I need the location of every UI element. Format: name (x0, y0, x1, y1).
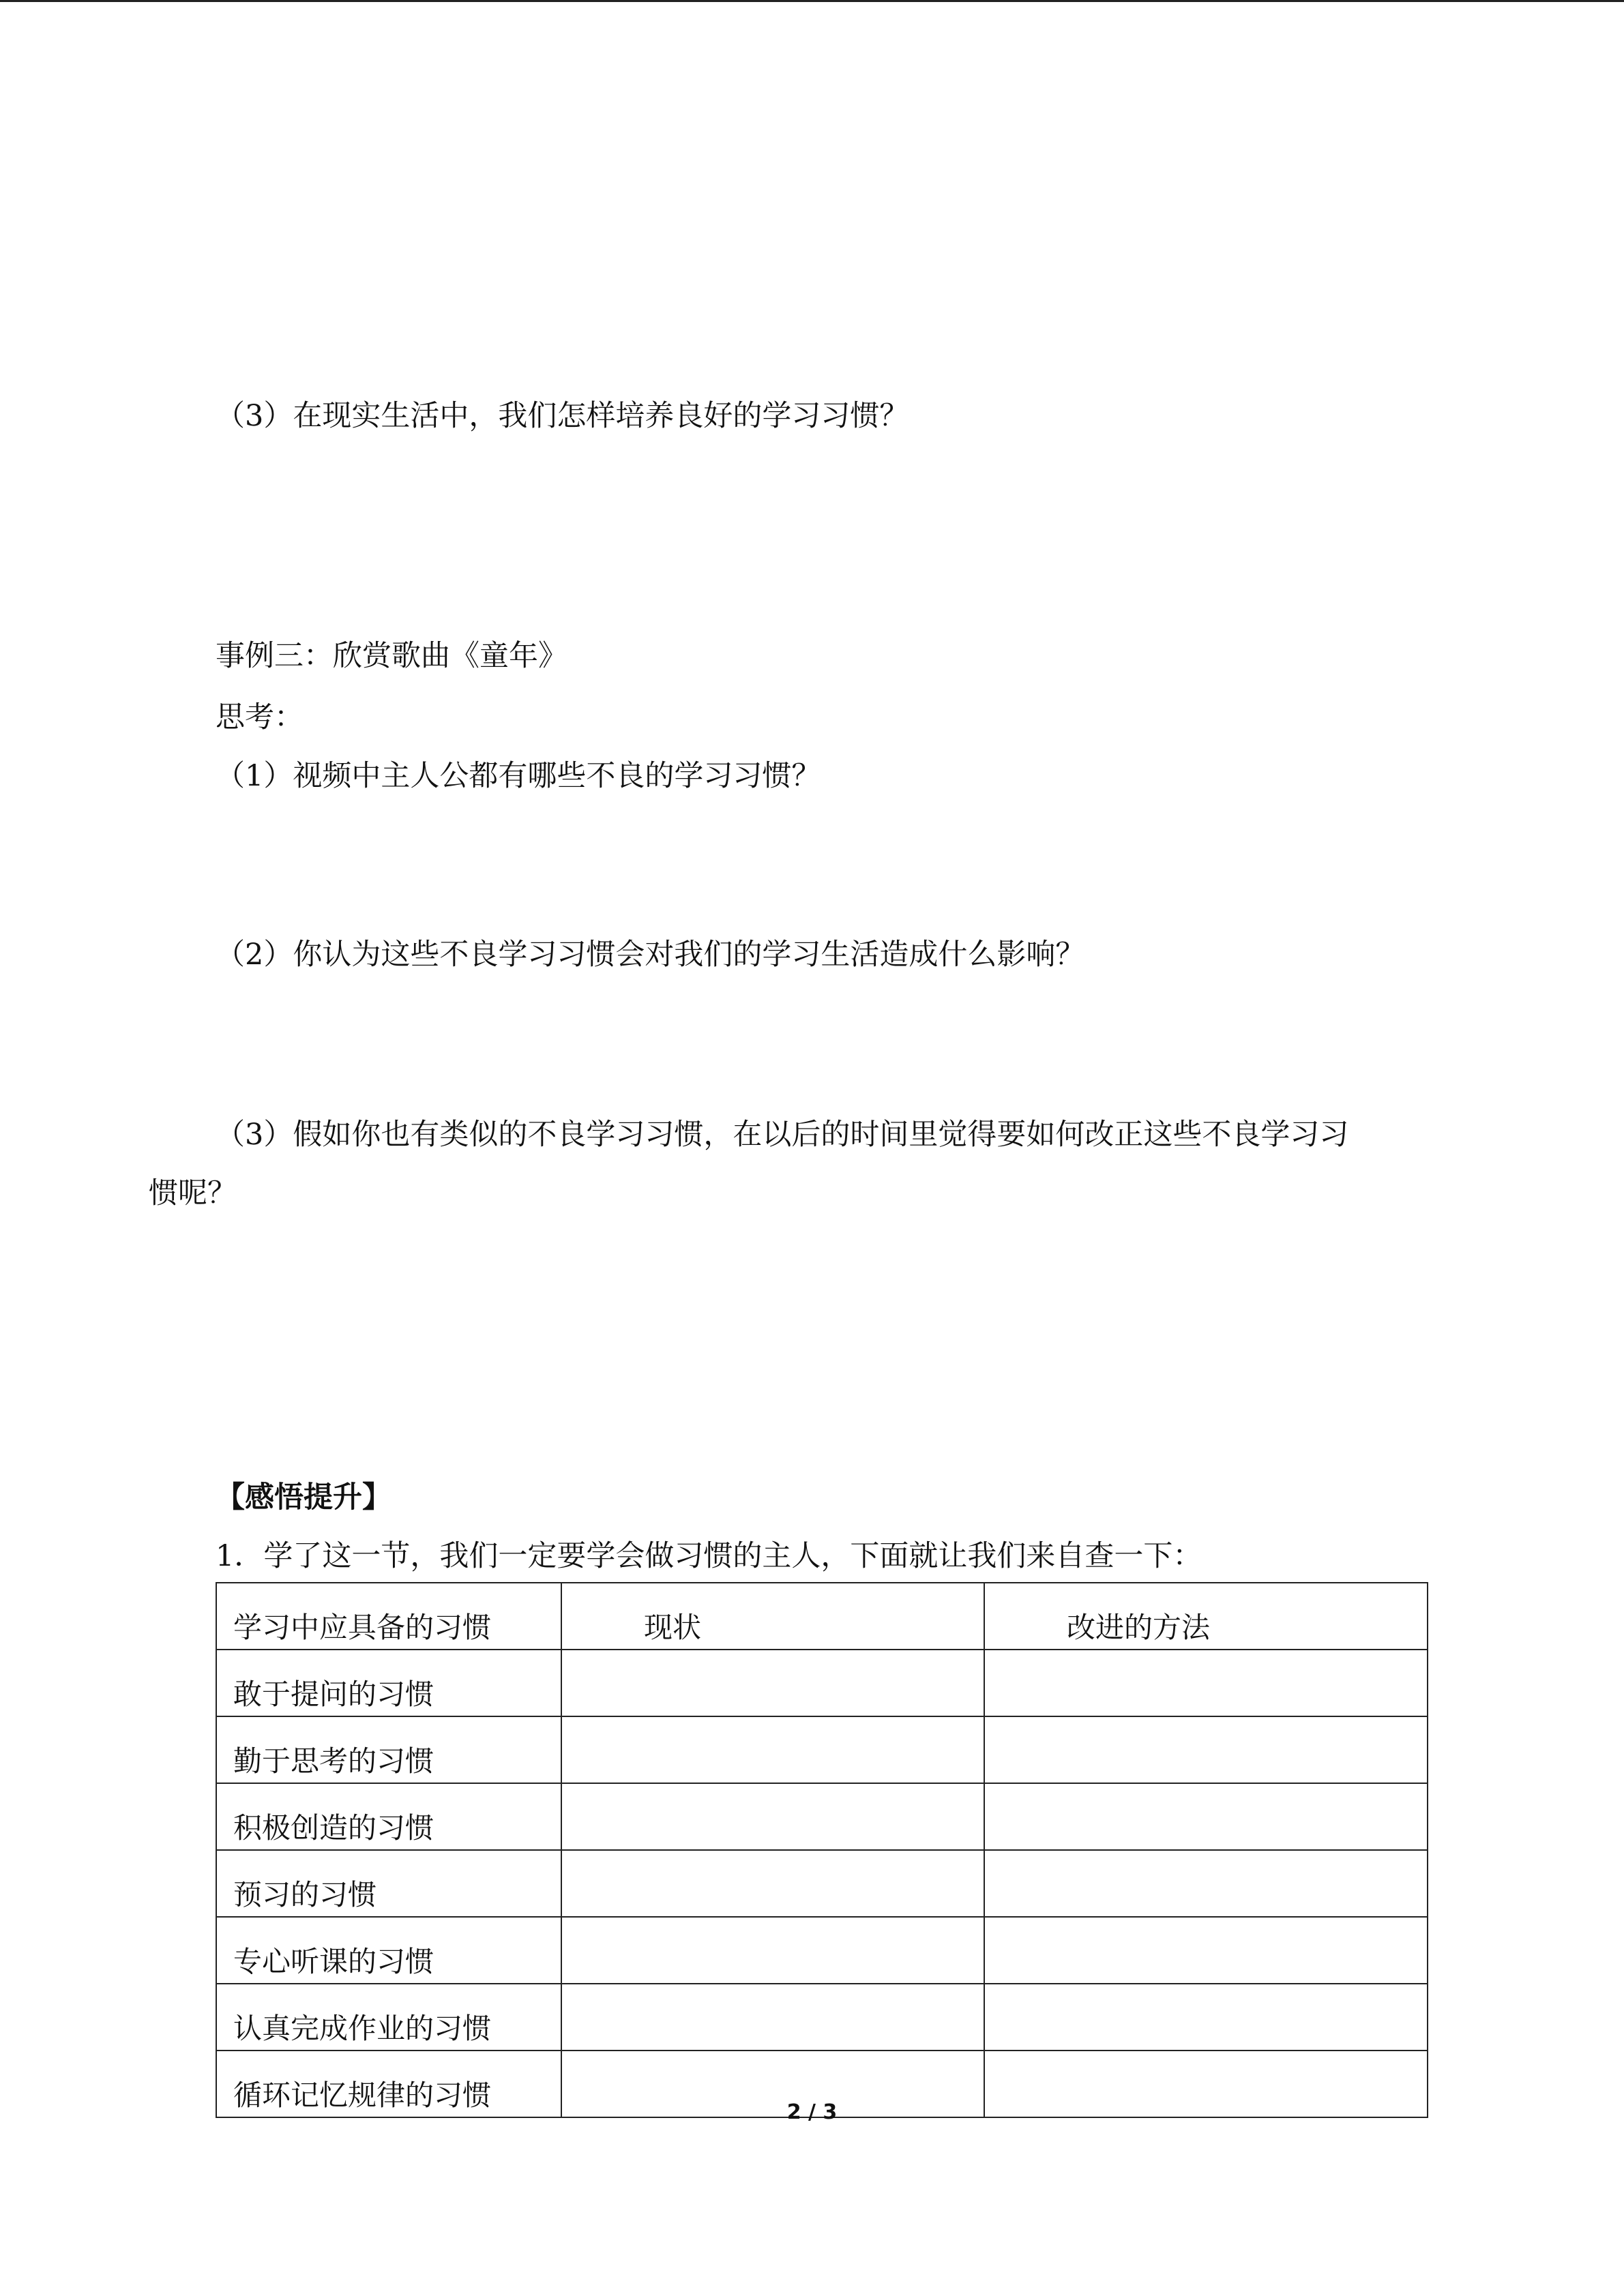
header-status: 现状 (561, 1583, 984, 1650)
question-1-bad-habits: （1）视频中主人公都有哪些不良的学习习惯？ (216, 759, 821, 793)
habit-cell: 敢于提问的习惯 (216, 1650, 561, 1716)
method-cell[interactable] (984, 1650, 1428, 1716)
habit-cell: 专心听课的习惯 (216, 1917, 561, 1984)
table-row (216, 1850, 1428, 1917)
question-2-influence: （2）你认为这些不良学习习惯会对我们的学习生活造成什么影响？ (216, 938, 1085, 972)
case-three-title: 事例三：欣赏歌曲《童年》 (216, 639, 567, 673)
status-cell[interactable] (561, 1783, 984, 1850)
habit-cell: 循环记忆规律的习惯 (216, 2051, 561, 2117)
status-cell[interactable] (561, 1850, 984, 1917)
method-cell[interactable] (984, 1984, 1428, 2051)
method-cell[interactable] (984, 1917, 1428, 1984)
method-cell[interactable] (984, 1783, 1428, 1850)
table-row (216, 1650, 1428, 1716)
status-cell[interactable] (561, 1716, 984, 1783)
question-3-cultivate: （3）在现实生活中，我们怎样培养良好的学习习惯？ (216, 399, 909, 433)
header-habit: 学习中应具备的习惯 (216, 1583, 561, 1650)
question-3-correct-line1: （3）假如你也有类似的不良学习习惯，在以后的时间里觉得要如何改正这些不良学习习 (216, 1118, 1349, 1152)
question-3-correct-line2: 惯呢？ (149, 1176, 237, 1210)
habit-cell: 认真完成作业的习惯 (216, 1984, 561, 2051)
self-check-intro: 1．学了这一节，我们一定要学会做习惯的主人，下面就让我们来自查一下： (216, 1539, 1202, 1573)
status-cell[interactable] (561, 1650, 984, 1716)
habit-cell: 预习的习惯 (216, 1850, 561, 1917)
top-border (0, 0, 1624, 2)
habit-cell: 勤于思考的习惯 (216, 1716, 561, 1783)
table-row (216, 1984, 1428, 2051)
header-method: 改进的方法 (984, 1583, 1428, 1650)
table-row (216, 1783, 1428, 1850)
method-cell[interactable] (984, 1850, 1428, 1917)
section-heading: 【感悟提升】 (216, 1480, 392, 1515)
method-cell[interactable] (984, 1716, 1428, 1783)
table-row (216, 1917, 1428, 1984)
think-label: 思考： (216, 700, 304, 734)
habit-self-check-table (216, 1582, 1428, 2118)
status-cell[interactable] (561, 1984, 984, 2051)
habit-cell: 积极创造的习惯 (216, 1783, 561, 1850)
page-number: 2 / 3 (786, 2100, 838, 2124)
status-cell[interactable] (561, 1917, 984, 1984)
table-header-row (216, 1583, 1428, 1650)
table-row (216, 1716, 1428, 1783)
